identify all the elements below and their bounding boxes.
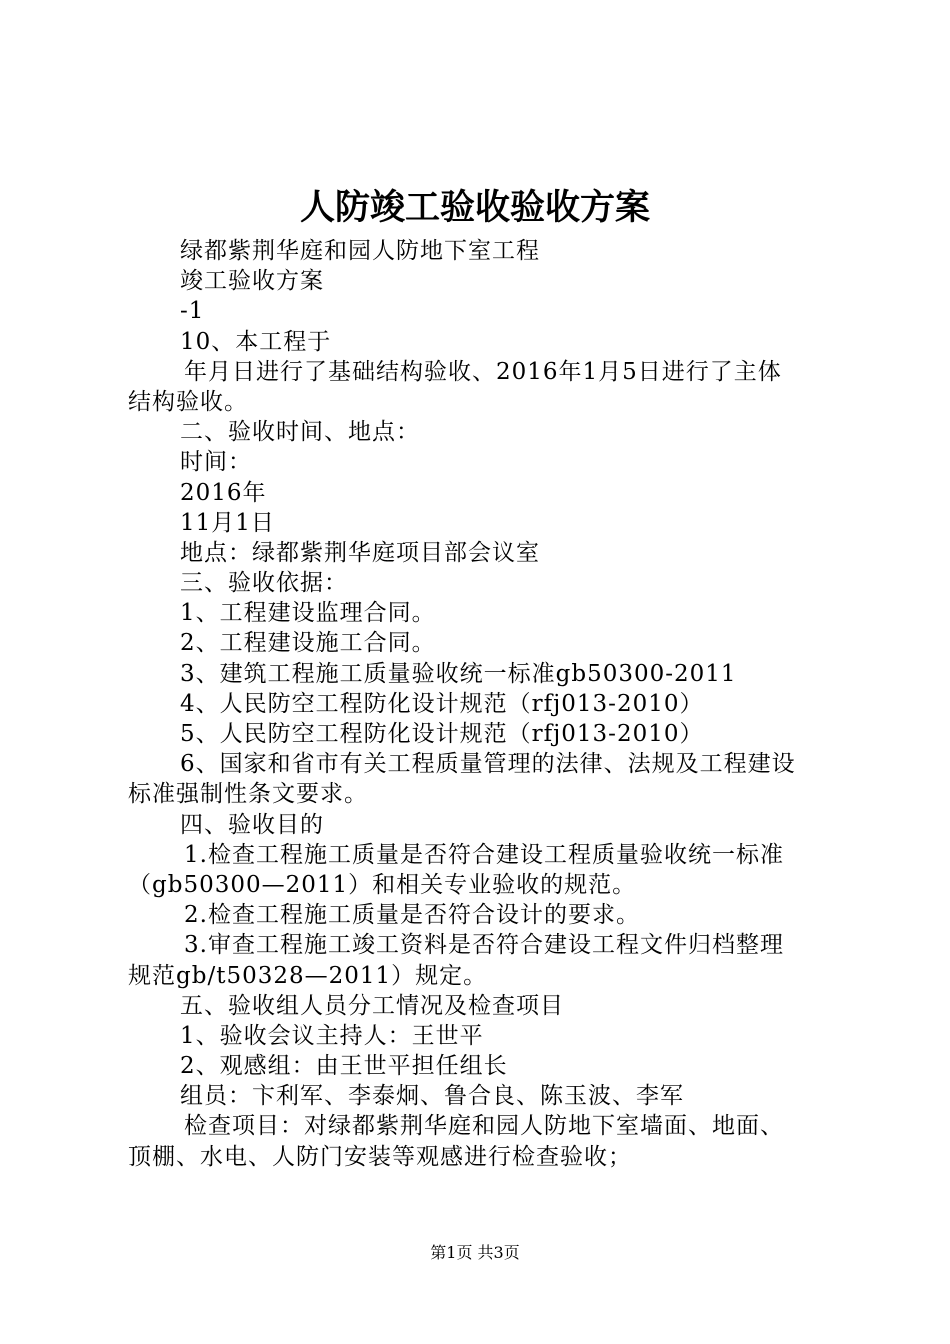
paragraph-line: 2.检查工程施工质量是否符合设计的要求。 [184,902,640,929]
paragraph-line: 2016年 [180,479,267,506]
paragraph-line: 标准强制性条文要求。 [128,781,368,808]
paragraph-line: 结构验收。 [128,388,248,415]
paragraph-line: 1、工程建设监理合同。 [180,600,436,627]
document-body [128,236,840,1172]
paragraph-line: 2、工程建设施工合同。 [180,630,436,657]
paragraph-line: 5、人民防空工程防化设计规范（rfj013-2010） [180,721,704,747]
paragraph-line: 11月1日 [180,509,275,536]
paragraph-line: 规范gb/t50328—2011）规定。 [128,962,488,989]
paragraph-line: 三、验收依据： [180,570,348,597]
paragraph-line: 四、验收目的 [180,811,324,838]
paragraph-line: 10、本工程于 [180,328,332,355]
paragraph-line: 时间： [180,449,252,476]
paragraph-line: 地点：绿都紫荆华庭项目部会议室 [180,539,540,566]
paragraph-line: 3.审查工程施工竣工资料是否符合建设工程文件归档整理 [184,932,784,959]
paragraph-line: 2、观感组：由王世平担任组长 [180,1053,508,1080]
paragraph-line: （gb50300—2011）和相关专业验收的规范。 [128,871,637,898]
paragraph-line: -1 [180,298,205,325]
paragraph-line: 顶棚、水电、人防门安装等观感进行检查验收； [128,1143,632,1170]
paragraph-line: 1.检查工程施工质量是否符合建设工程质量验收统一标准 [184,841,784,868]
document-title: 人防竣工验收验收方案 [299,187,650,228]
paragraph-line: 4、人民防空工程防化设计规范（rfj013-2010） [180,690,704,717]
paragraph-line: 6、国家和省市有关工程质量管理的法律、法规及工程建设 [180,751,796,778]
paragraph-line: 二、验收时间、地点： [180,419,420,446]
paragraph-line: 绿都紫荆华庭和园人防地下室工程 [180,238,540,264]
paragraph-line: 竣工验收方案 [180,268,324,295]
paragraph-line: 1、验收会议主持人：王世平 [180,1022,484,1049]
paragraph-line: 年月日进行了基础结构验收、2016年1月5日进行了主体 [184,358,782,385]
paragraph-line: 五、验收组人员分工情况及检查项目 [180,992,564,1019]
paragraph-line: 检查项目：对绿都紫荆华庭和园人防地下室墙面、地面、 [184,1113,784,1140]
page-footer: 第1页 共3页 [430,1243,520,1262]
paragraph-line: 组员：卞利军、李泰炯、鲁合良、陈玉波、李军 [180,1083,684,1110]
paragraph-line: 3、建筑工程施工质量验收统一标准gb50300-2011 [180,660,737,687]
